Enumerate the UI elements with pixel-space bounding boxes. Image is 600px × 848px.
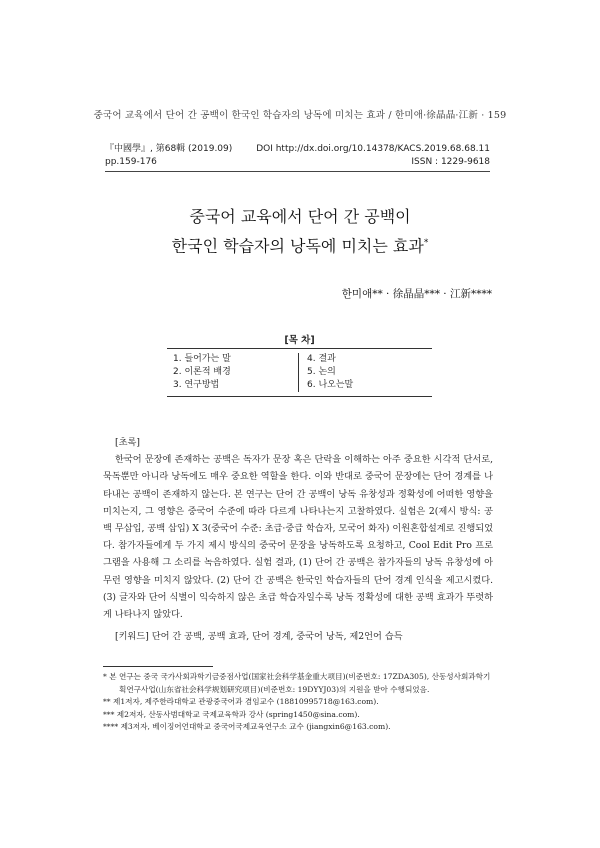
paper-title	[0, 204, 600, 259]
toc-heading: [목 차]	[284, 335, 315, 346]
table-of-contents	[167, 334, 432, 397]
author-list: 한미애** · 徐晶晶*** · 江新****	[341, 288, 492, 300]
page-range: pp.159-176	[105, 157, 157, 167]
abstract-label: [초록]	[115, 437, 140, 448]
toc-item: 5. 논의	[307, 367, 336, 377]
issn: ISSN : 1229-9618	[411, 157, 490, 167]
toc-item: 4. 결과	[307, 354, 336, 364]
doi-link[interactable]: DOI http://dx.doi.org/10.14378/KACS.2019.68.68.11	[256, 144, 490, 154]
toc-column-right	[298, 353, 432, 392]
title-line-2: 한국인 학습자의 낭독에 미치는 효과	[171, 236, 424, 256]
keywords: [키워드] 단어 간 공백, 공백 효과, 단어 경계, 중국어 낭독, 제2언어 습득	[115, 631, 403, 642]
footnote: * 본 연구는 중국 국가사회과학기금중점사업(国家社会科学基金重大项目)(비준번호: 17ZDA305), 산동성사회과학기획연구사업(山东省社会科学规划研究项目)(비준번호: 19DYYJ03)의 지원을 받아 수행되었음.	[103, 672, 491, 694]
journal-citation: 『中國學』, 第68輯 (2019.09)	[105, 144, 233, 154]
toc-column-left	[167, 353, 298, 392]
toc-item: 1. 들어가는 말	[173, 354, 231, 364]
footnote-divider	[103, 666, 213, 667]
footnotes	[103, 671, 495, 734]
toc-item: 6. 나오는말	[307, 380, 354, 390]
toc-item: 3. 연구방법	[173, 380, 220, 390]
footnote: *** 제2저자, 산동사범대학교 국제교육학과 강사 (spring1450@sina.com).	[103, 709, 360, 719]
title-line-1: 중국어 교육에서 단어 간 공백이	[189, 207, 411, 226]
toc-item: 2. 이론적 배경	[173, 367, 231, 377]
footnote: ** 제1저자, 제주한라대학교 관광중국어과 겸임교수 (18810995718@163.com).	[103, 697, 379, 706]
abstract	[103, 434, 493, 623]
meta-divider	[105, 171, 490, 172]
running-head: 중국어 교육에서 단어 간 공백이 한국인 학습자의 낭독에 미치는 효과 / 한미애·徐晶晶·江新 · 159	[93, 110, 507, 121]
title-footnote-mark: *	[423, 238, 429, 248]
footnote: **** 제3저자, 베이징어언대학교 중국어국제교육연구소 교수 (jiangxin6@163.com).	[103, 722, 391, 731]
abstract-body: 한국어 문장에 존재하는 공백은 독자가 문장 혹은 단락을 이해하는 아주 중요한 시각적 단서로, 묵독뿐만 아니라 낭독에도 매우 중요한 역할을 한다. 이와 반대로 중국어 문장에는 단어 경계를 나타내는 공백이 존재하지 않는다. 본 연구는 단어 간 공백이 낭독 유창성과 정확성에 어떠한 영향을 미치는지, 그 영향은 중국어 수준에 따라 다르게 나타나는지 고찰하였다. 실험은 2(제시 방식: 공백 무삽입, 공백 삽입) X 3(중국어 수준: 초급·중급 학습자, 모국어 화자) 이원혼합설계로 진행되었다. 참가자들에게 두 가지 제시 방식의 중국어 문장을 낭독하도록 요청하고, Cool Edit Pro 프로그램을 사용해 그 소리를 녹음하였다. 실험 결과, (1) 단어 간 공백은 참가자들의 낭독 유창성에 아무런 영향을 미치지 않았다. (2) 단어 간 공백은 한국인 학습자들의 단어 경계 인식을 제고시켰다. (3) 글자와 단어 식별이 익숙하지 않은 초급 학습자일수록 낭독 정확성에 대한 공백 효과가 뚜렷하게 나타나지 않았다.	[103, 454, 493, 621]
journal-meta	[105, 143, 490, 172]
